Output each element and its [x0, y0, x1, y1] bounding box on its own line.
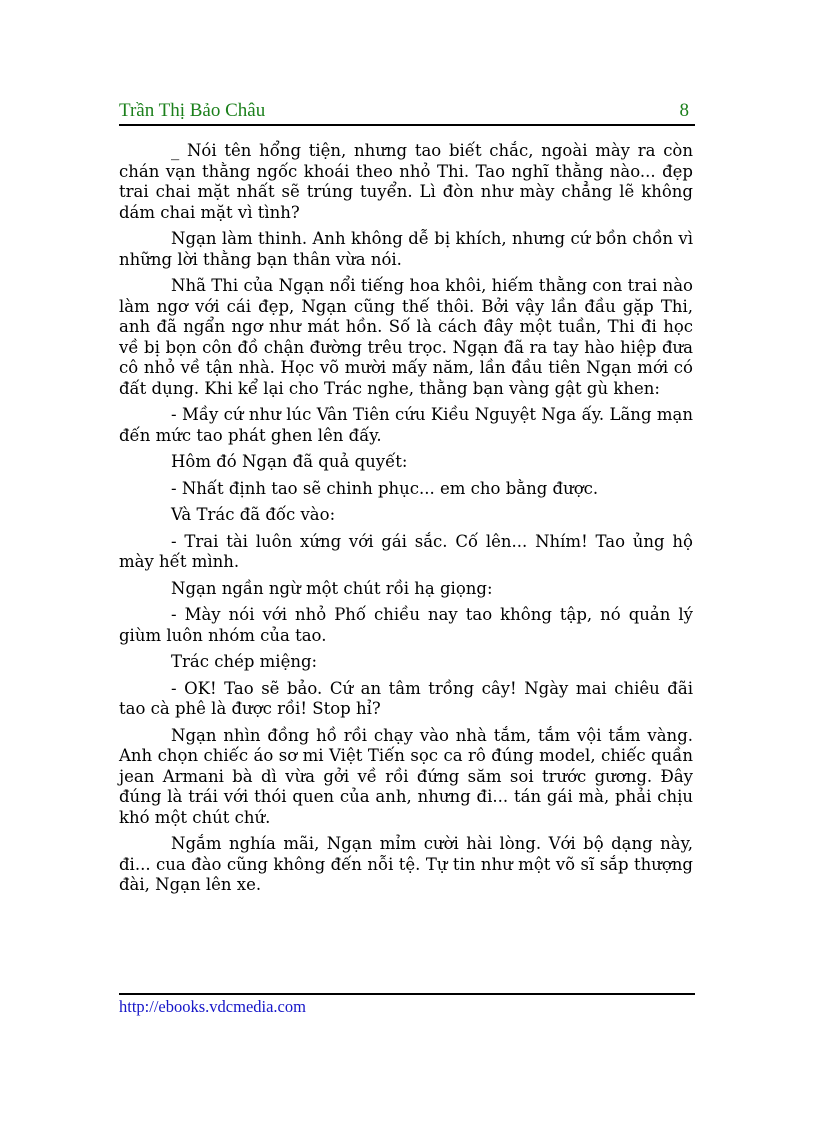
paragraph: Ngạn làm thinh. Anh không dễ bị khích, nhưng cứ bồn chồn vì những lời thằng bạn thân vừa nói. — [119, 229, 693, 269]
paragraph: Ngắm nghía mãi, Ngạn mỉm cười hài lòng. Với bộ dạng này, đi... cua đào cũng không đến nỗi tệ. Tự tin như một võ sĩ sắp thượng đài, Ngạn lên xe. — [119, 834, 693, 894]
header-divider — [119, 124, 695, 126]
paragraph: Trác chép miệng: — [171, 652, 318, 671]
paragraph: Ngạn ngần ngừ một chút rồi hạ giọng: — [171, 578, 493, 598]
paragraph: Nhã Thi của Ngạn nổi tiếng hoa khôi, hiếm thằng con trai nào làm ngơ với cái đẹp, Ngạn cũng thế thôi. Bởi vậy lần đầu gặp Thi, anh đã ngẩn ngơ như mát hồn. Số là cách đây một tuần, Thi đi học về bị bọn côn đồ chận đường trêu trọc. Ngạn đã ra tay hào hiệp đưa cô nhỏ về tận nhà. Học võ mười mấy năm, lần đầu tiên Ngạn mới có đất dụng. Khi kể lại cho Trác nghe, thằng bạn vàng gật gù khen: — [119, 276, 693, 398]
paragraph: _ Nói tên hổng tiện, nhưng tao biết chắc, ngoài mày ra còn chán vạn thằng ngốc khoái theo nhỏ Thi. Tao nghĩ thằng nào... đẹp trai chai mặt nhất sẽ trúng tuyển. Lì đòn như mày chẳng lẽ không dám chai mặt vì tình? — [119, 141, 693, 222]
paragraph: - Mày nói với nhỏ Phố chiều nay tao không tập, nó quản lý giùm luôn nhóm của tao. — [119, 605, 693, 645]
paragraph: - Mầy cứ như lúc Vân Tiên cứu Kiều Nguyệt Nga ấy. Lãng mạn đến mức tao phát ghen lên đấy. — [119, 405, 693, 445]
paragraph: - Nhất định tao sẽ chinh phục... em cho bằng được. — [171, 478, 599, 498]
page-number: 8 — [679, 100, 689, 121]
footer-url-link[interactable]: http://ebooks.vdcmedia.com — [119, 997, 306, 1016]
paragraph: - Trai tài luôn xứng với gái sắc. Cố lên... Nhím! Tao ủng hộ mày hết mình. — [119, 531, 693, 571]
paragraph: Và Trác đã đốc vào: — [171, 505, 336, 524]
paragraph: Hôm đó Ngạn đã quả quyết: — [171, 452, 408, 471]
page-body — [119, 141, 693, 902]
book-author-title: Trần Thị Bảo Châu — [119, 100, 266, 121]
footer-divider — [119, 993, 695, 995]
paragraph: Ngạn nhìn đồng hồ rồi chạy vào nhà tắm, tắm vội tắm vàng. Anh chọn chiếc áo sơ mi Việt Tiến sọc ca rô đúng model, chiếc quần jean Armani bà dì vừa gởi về rồi đứng săm soi trước gương. Đây đúng là trái với thói quen của anh, nhưng đi... tán gái mà, phải chịu khó một chút chứ. — [119, 725, 693, 827]
page-header — [119, 100, 695, 124]
paragraph: - OK! Tao sẽ bảo. Cứ an tâm trồng cây! Ngày mai chiêu đãi tao cà phê là được rồi! Stop hỉ? — [119, 678, 693, 718]
